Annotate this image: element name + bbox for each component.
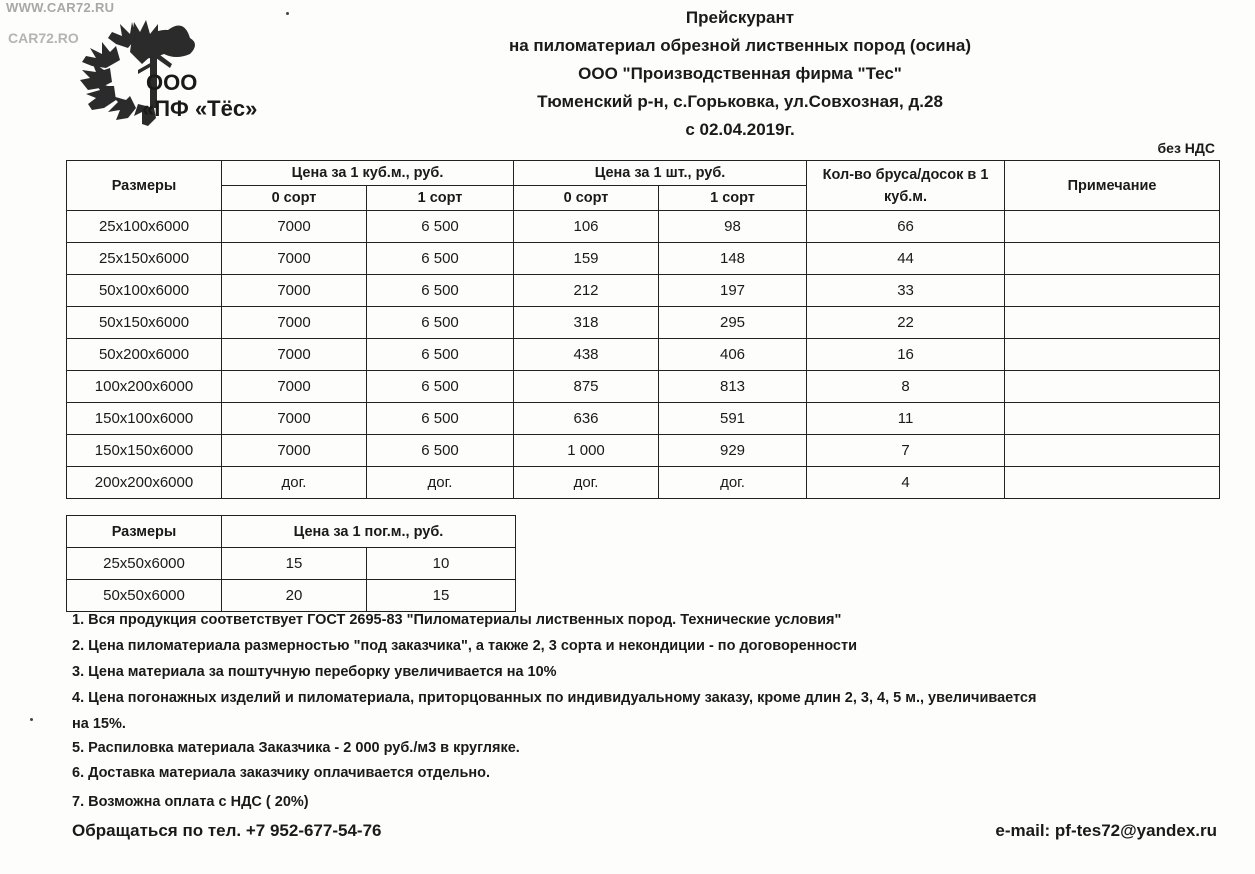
- cell-m3-1: 6 500: [367, 243, 514, 275]
- price-table-main: [66, 160, 1220, 499]
- cell-count: 7: [807, 435, 1005, 467]
- cell-m3-0: 7000: [222, 403, 367, 435]
- cell-m3-0: 7000: [222, 211, 367, 243]
- cell-size: 50х50х6000: [67, 580, 222, 612]
- cell-pc-1: 148: [659, 243, 807, 275]
- cell-size: 150х150х6000: [67, 435, 222, 467]
- cell-m3-1: 6 500: [367, 339, 514, 371]
- note-item: 2. Цена пиломатериала размерностью "под заказчика", а также 2, 3 сорта и некондиции - по договоренности: [72, 638, 857, 654]
- header-company: ООО "Производственная фирма "Тес": [578, 64, 902, 83]
- contact-phone: Обращаться по тел. +7 952-677-54-76: [72, 821, 382, 840]
- header-m3-grade-0: 0 сорт: [222, 186, 367, 211]
- cell-note: [1005, 403, 1220, 435]
- cell-m3-1: 6 500: [367, 371, 514, 403]
- cell-m3-0: 7000: [222, 243, 367, 275]
- cell-pc-0: 159: [514, 243, 659, 275]
- logo-text: [142, 70, 258, 122]
- header-pc-grade-0: 0 сорт: [514, 186, 659, 211]
- table-row: [67, 339, 1220, 371]
- vat-note: без НДС: [1157, 140, 1215, 156]
- header-sizes: Размеры: [67, 161, 222, 211]
- note-item: 4. Цена погонажных изделий и пиломатериала, приторцованных по индивидуальному заказу, кроме длин 2, 3, 4, 5 м., увеличивается: [72, 690, 1037, 706]
- table-row: [67, 548, 516, 580]
- cell-size: 150х100х6000: [67, 403, 222, 435]
- cell-pc-1: 295: [659, 307, 807, 339]
- cell-pc-1: 197: [659, 275, 807, 307]
- cell-count: 66: [807, 211, 1005, 243]
- document-header: [380, 4, 1100, 144]
- cell-pc-1: 406: [659, 339, 807, 371]
- cell-m3-1: дог.: [367, 467, 514, 499]
- cell-note: [1005, 243, 1220, 275]
- price-table-linear: [66, 515, 516, 612]
- cell-m3-0: 7000: [222, 307, 367, 339]
- cell-size: 25х100х6000: [67, 211, 222, 243]
- cell-pc-0: 636: [514, 403, 659, 435]
- header-note: Примечание: [1005, 161, 1220, 211]
- header-price-m3: Цена за 1 куб.м., руб.: [222, 161, 514, 186]
- table-row: [67, 211, 1220, 243]
- table-row: [67, 243, 1220, 275]
- cell-count: 44: [807, 243, 1005, 275]
- watermark-logo: CAR72.RO: [8, 30, 79, 46]
- note-item: 7. Возможна оплата с НДС ( 20%): [72, 794, 309, 810]
- header-title: Прейскурант: [685, 8, 795, 27]
- cell-pc-0: 438: [514, 339, 659, 371]
- cell-pc-0: 875: [514, 371, 659, 403]
- cell-size: 50х200х6000: [67, 339, 222, 371]
- note-item: 5. Распиловка материала Заказчика - 2 000 руб./м3 в кругляке.: [72, 740, 520, 756]
- header-count: Кол-во бруса/досок в 1 куб.м.: [807, 161, 1005, 211]
- cell-note: [1005, 435, 1220, 467]
- scan-speck: [286, 12, 289, 15]
- cell-pc-0: 1 000: [514, 435, 659, 467]
- logo-line-2: «ПФ «Тёс»: [142, 96, 258, 121]
- cell-m3-0: 7000: [222, 371, 367, 403]
- cell-note: [1005, 467, 1220, 499]
- cell-note: [1005, 339, 1220, 371]
- cell-note: [1005, 371, 1220, 403]
- header-price-linear: Цена за 1 пог.м., руб.: [222, 516, 516, 548]
- table-row: [67, 467, 1220, 499]
- cell-m3-1: 6 500: [367, 403, 514, 435]
- cell-count: 22: [807, 307, 1005, 339]
- header-sizes: Размеры: [67, 516, 222, 548]
- scan-speck: [30, 718, 33, 721]
- cell-pc-0: 212: [514, 275, 659, 307]
- cell-pc-1: 98: [659, 211, 807, 243]
- note-item: 3. Цена материала за поштучную переборку увеличивается на 10%: [72, 664, 557, 680]
- cell-m3-1: 6 500: [367, 307, 514, 339]
- cell-pc-1: дог.: [659, 467, 807, 499]
- cell-m3-1: 6 500: [367, 275, 514, 307]
- table-row: [67, 307, 1220, 339]
- header-address: Тюменский р-н, с.Горьковка, ул.Совхозная, д.28: [537, 92, 943, 111]
- note-item: 6. Доставка материала заказчику оплачивается отдельно.: [72, 765, 491, 781]
- header-m3-grade-1: 1 сорт: [367, 186, 514, 211]
- cell-p0: 20: [222, 580, 367, 612]
- table-row: [67, 580, 516, 612]
- cell-note: [1005, 211, 1220, 243]
- table-row: [67, 403, 1220, 435]
- note-item: 1. Вся продукция соответствует ГОСТ 2695-83 "Пиломатериалы лиственных пород. Технические условия": [72, 612, 842, 628]
- cell-count: 8: [807, 371, 1005, 403]
- cell-pc-0: 106: [514, 211, 659, 243]
- cell-count: 33: [807, 275, 1005, 307]
- cell-count: 4: [807, 467, 1005, 499]
- cell-count: 16: [807, 339, 1005, 371]
- table-row: [67, 371, 1220, 403]
- cell-pc-1: 813: [659, 371, 807, 403]
- note-item: на 15%.: [72, 716, 126, 732]
- cell-pc-0: 318: [514, 307, 659, 339]
- cell-m3-0: 7000: [222, 339, 367, 371]
- cell-size: 100х200х6000: [67, 371, 222, 403]
- cell-m3-0: 7000: [222, 435, 367, 467]
- watermark-url: WWW.CAR72.RU: [6, 0, 115, 15]
- logo-line-1: ООО: [146, 70, 198, 95]
- header-price-piece: Цена за 1 шт., руб.: [514, 161, 807, 186]
- cell-m3-0: 7000: [222, 275, 367, 307]
- cell-size: 200х200х6000: [67, 467, 222, 499]
- cell-size: 25х50х6000: [67, 548, 222, 580]
- cell-size: 50х150х6000: [67, 307, 222, 339]
- header-subtitle: на пиломатериал обрезной лиственных пород (осина): [508, 36, 972, 55]
- cell-p1: 10: [367, 548, 516, 580]
- cell-note: [1005, 307, 1220, 339]
- cell-count: 11: [807, 403, 1005, 435]
- contact-email: e-mail: pf-tes72@yandex.ru: [995, 821, 1217, 840]
- cell-p0: 15: [222, 548, 367, 580]
- cell-p1: 15: [367, 580, 516, 612]
- cell-note: [1005, 275, 1220, 307]
- header-date: с 02.04.2019г.: [685, 120, 795, 139]
- cell-pc-0: дог.: [514, 467, 659, 499]
- cell-m3-1: 6 500: [367, 435, 514, 467]
- cell-size: 50х100х6000: [67, 275, 222, 307]
- cell-pc-1: 929: [659, 435, 807, 467]
- header-pc-grade-1: 1 сорт: [659, 186, 807, 211]
- cell-m3-0: дог.: [222, 467, 367, 499]
- table-row: [67, 275, 1220, 307]
- cell-pc-1: 591: [659, 403, 807, 435]
- table-row: [67, 435, 1220, 467]
- cell-size: 25х150х6000: [67, 243, 222, 275]
- cell-m3-1: 6 500: [367, 211, 514, 243]
